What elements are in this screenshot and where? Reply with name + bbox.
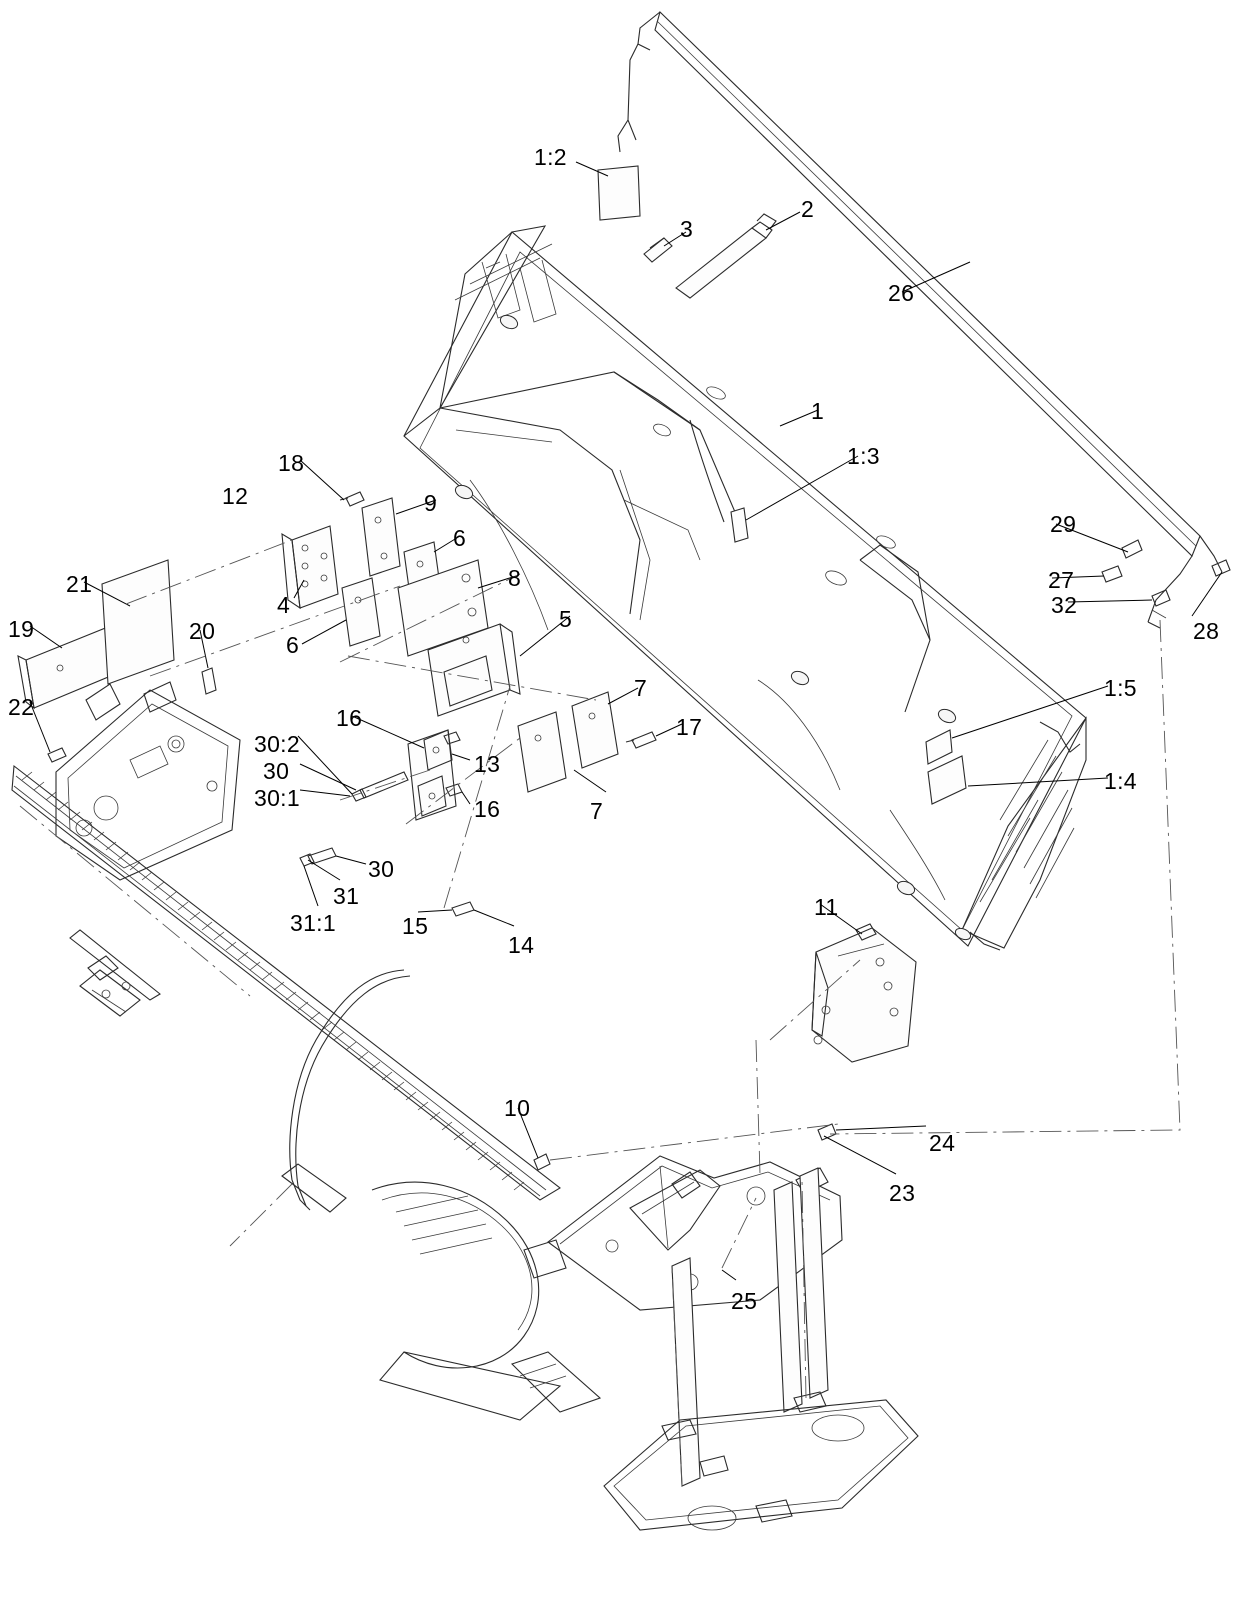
callout-32: 32 <box>1051 592 1078 618</box>
callout-1-3: 1:3 <box>847 443 880 469</box>
callout-31-1: 31:1 <box>290 910 336 936</box>
callout-13: 13 <box>474 751 501 777</box>
part-plate-9 <box>362 498 400 576</box>
callout-14: 14 <box>508 932 535 958</box>
part-center-chassis <box>548 1156 918 1530</box>
callout-16a: 16 <box>336 705 363 731</box>
callout-20: 20 <box>189 618 216 644</box>
part-left-chassis <box>56 682 240 880</box>
callout-19: 19 <box>8 616 35 642</box>
fastener-27 <box>1102 566 1122 582</box>
part-pin-3 <box>644 238 672 262</box>
callout-6a: 6 <box>453 525 467 551</box>
callout-1: 1 <box>811 398 825 424</box>
callout-3: 3 <box>680 216 694 242</box>
callout-1-2: 1:2 <box>534 144 567 170</box>
callout-23: 23 <box>889 1180 916 1206</box>
part-lower-frame <box>12 766 560 1212</box>
callout-10: 10 <box>504 1095 531 1121</box>
callout-1-4: 1:4 <box>1104 768 1137 794</box>
callout-6b: 6 <box>286 632 300 658</box>
decal-1-3 <box>731 508 748 542</box>
decal-1-4 <box>928 756 966 804</box>
leader-lines <box>30 162 1222 1280</box>
decal-1-5 <box>926 730 952 764</box>
callout-7a: 7 <box>634 675 648 701</box>
fastener-15 <box>452 902 474 916</box>
part-bracket-11 <box>812 924 916 1062</box>
callout-8: 8 <box>508 565 522 591</box>
callout-15: 15 <box>402 913 429 939</box>
part-handle-rail <box>618 12 1222 628</box>
callout-2: 2 <box>801 196 815 222</box>
part-lower-handle <box>290 970 410 1210</box>
fastener-20 <box>202 668 216 694</box>
callout-27: 27 <box>1048 567 1075 593</box>
callout-28: 28 <box>1193 618 1220 644</box>
callout-30b: 30 <box>368 856 395 882</box>
callout-16b: 16 <box>474 796 501 822</box>
fastener-22 <box>48 748 66 762</box>
fastener-29 <box>1122 540 1142 558</box>
callout-4: 4 <box>277 592 291 618</box>
callout-1-5: 1:5 <box>1104 675 1137 701</box>
callout-18: 18 <box>278 450 305 476</box>
construction-lines <box>20 540 1180 1486</box>
callout-30-2: 30:2 <box>254 731 300 757</box>
callout-11: 11 <box>814 894 839 920</box>
part-plate-7a <box>572 692 618 768</box>
callout-17: 17 <box>676 714 703 740</box>
callout-26: 26 <box>888 280 915 306</box>
callout-30-1: 30:1 <box>254 785 300 811</box>
callout-31: 31 <box>333 883 360 909</box>
fastener-17 <box>626 732 656 748</box>
part-plate-21 <box>102 560 174 684</box>
part-hopper-box <box>404 166 1086 950</box>
callout-7b: 7 <box>590 798 604 824</box>
callout-5: 5 <box>559 606 573 632</box>
part-lower-platform <box>372 1182 600 1420</box>
callout-12: 12 <box>222 483 249 509</box>
callout-24: 24 <box>929 1130 956 1156</box>
callout-9: 9 <box>424 490 438 516</box>
part-plate-6a <box>342 578 380 646</box>
callout-22: 22 <box>8 694 35 720</box>
callout-30a: 30 <box>263 758 290 784</box>
fastener-32 <box>1152 590 1170 606</box>
part-bracket-12 <box>282 526 338 608</box>
callout-29: 29 <box>1050 511 1077 537</box>
callout-25: 25 <box>731 1288 758 1314</box>
part-plate-7b <box>518 712 566 792</box>
fastener-30b <box>300 848 336 866</box>
callout-21: 21 <box>66 571 93 597</box>
fastener-10 <box>534 1154 550 1170</box>
